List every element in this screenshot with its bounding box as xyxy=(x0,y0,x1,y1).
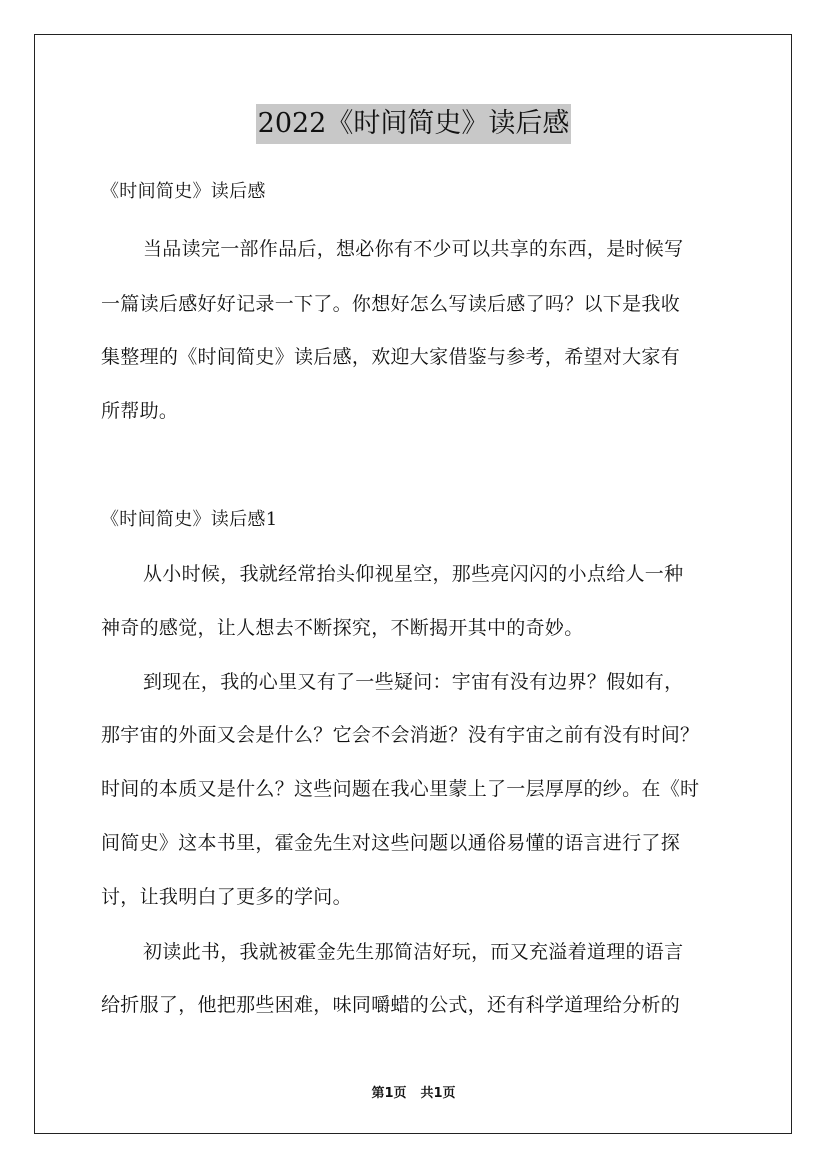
paragraph-line: 所帮助。 xyxy=(101,400,179,422)
document-title-text: 2022《时间简史》读后感 xyxy=(256,104,572,144)
paragraph-line: 间简史》这本书里，霍金先生对这些问题以通俗易懂的语言进行了探 xyxy=(101,832,681,854)
document-title xyxy=(0,102,827,144)
paragraph-line: 当品读完一部作品后，想必你有不少可以共享的东西，是时候写 xyxy=(143,238,684,260)
page-total: 共1页 xyxy=(420,1086,456,1101)
paragraph-line: 到现在，我的心里又有了一些疑问：宇宙有没有边界？假如有， xyxy=(143,671,684,693)
paragraph-line: 讨，让我明白了更多的学问。 xyxy=(101,886,352,908)
section-heading-1: 《时间简史》读后感1 xyxy=(101,509,278,530)
paragraph-line: 一篇读后感好好记录一下了。你想好怎么写读后感了吗？以下是我收 xyxy=(101,293,681,315)
paragraph-line: 时间的本质又是什么？这些问题在我心里蒙上了一层厚厚的纱。在《时 xyxy=(101,778,700,800)
paragraph-line: 初读此书，我就被霍金先生那简洁好玩，而又充溢着道理的语言 xyxy=(143,941,684,963)
paragraph-line: 那宇宙的外面又会是什么？它会不会消逝？没有宇宙之前有没有时间？ xyxy=(101,724,700,746)
page-number: 第1页 xyxy=(371,1086,407,1101)
paragraph-line: 从小时候，我就经常抬头仰视星空，那些亮闪闪的小点给人一种 xyxy=(143,563,684,585)
paragraph-line: 集整理的《时间简史》读后感，欢迎大家借鉴与参考，希望对大家有 xyxy=(101,346,681,368)
page-footer xyxy=(0,1082,827,1101)
paragraph-line: 神奇的感觉，让人想去不断探究，不断揭开其中的奇妙。 xyxy=(101,617,584,639)
paragraph-line: 给折服了，他把那些困难，味同嚼蜡的公式，还有科学道理给分析的 xyxy=(101,994,681,1016)
section-heading-intro: 《时间简史》读后感 xyxy=(101,181,266,202)
